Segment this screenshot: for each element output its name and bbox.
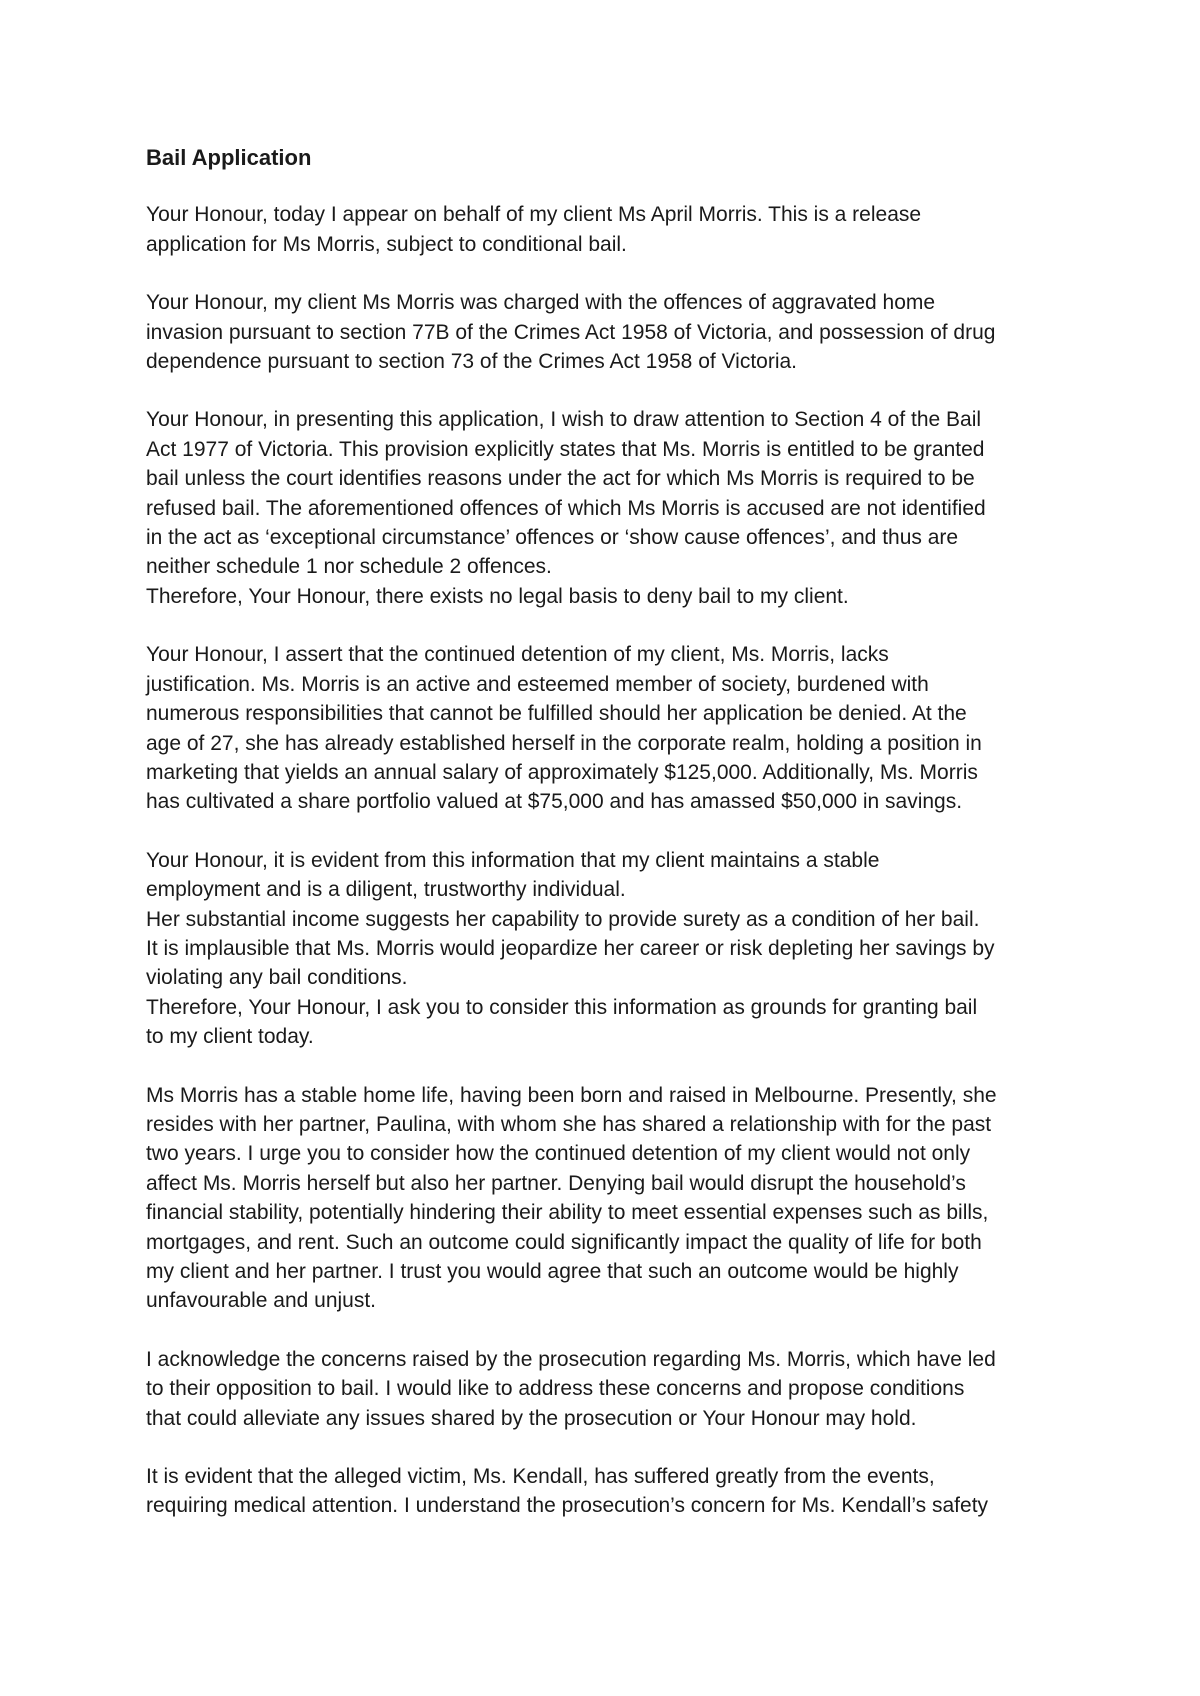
text-line: Your Honour, it is evident from this information that my client maintains a stable xyxy=(146,848,880,872)
text-line: employment and is a diligent, trustworthy individual. xyxy=(146,878,626,902)
text-line: two years. I urge you to consider how the continued detention of my client would not only xyxy=(146,1142,971,1166)
paragraph-concerns xyxy=(146,1345,1066,1433)
text-line: age of 27, she has already established herself in the corporate realm, holding a position in xyxy=(146,731,982,755)
text-line: Your Honour, I assert that the continued detention of my client, Ms. Morris, lacks xyxy=(146,643,889,667)
text-line: neither schedule 1 nor schedule 2 offences. xyxy=(146,555,552,579)
document-page xyxy=(146,143,1066,1550)
text-line: violating any bail conditions. xyxy=(146,966,408,990)
text-line: financial stability, potentially hindering their ability to meet essential expenses such as bills, xyxy=(146,1201,989,1225)
text-line: Her substantial income suggests her capability to provide surety as a condition of her bail. xyxy=(146,907,980,931)
paragraph-intro xyxy=(146,200,1066,259)
text-line: to their opposition to bail. I would like to address these concerns and propose conditions xyxy=(146,1377,965,1401)
text-line: refused bail. The aforementioned offences of which Ms Morris is accused are not identified xyxy=(146,496,986,520)
text-line: I acknowledge the concerns raised by the prosecution regarding Ms. Morris, which have led xyxy=(146,1347,996,1371)
text-line: Your Honour, my client Ms Morris was charged with the offences of aggravated home xyxy=(146,291,936,315)
text-line: dependence pursuant to section 73 of the Crimes Act 1958 of Victoria. xyxy=(146,350,798,374)
text-line: Ms Morris has a stable home life, having been born and raised in Melbourne. Presently, she xyxy=(146,1083,997,1107)
text-line: justification. Ms. Morris is an active and esteemed member of society, burdened with xyxy=(146,672,929,696)
document-title: Bail Application xyxy=(146,145,312,170)
text-line: unfavourable and unjust. xyxy=(146,1289,377,1313)
text-line: application for Ms Morris, subject to conditional bail. xyxy=(146,232,627,256)
text-line: Your Honour, in presenting this application, I wish to draw attention to Section 4 of the Bail xyxy=(146,408,982,432)
paragraph-victim xyxy=(146,1462,1066,1521)
text-line: Therefore, Your Honour, I ask you to consider this information as grounds for granting bail xyxy=(146,995,978,1019)
paragraph-bail-act xyxy=(146,405,1066,611)
text-line: that could alleviate any issues shared by the prosecution or Your Honour may hold. xyxy=(146,1406,917,1430)
paragraph-home-life xyxy=(146,1081,1066,1316)
text-line: to my client today. xyxy=(146,1025,314,1049)
text-line: in the act as ‘exceptional circumstance’ offences or ‘show cause offences’, and thus are xyxy=(146,526,959,550)
paragraph-justification xyxy=(146,640,1066,816)
paragraph-employment xyxy=(146,846,1066,1052)
text-line: Act 1977 of Victoria. This provision explicitly states that Ms. Morris is entitled to be granted xyxy=(146,437,985,461)
text-line: affect Ms. Morris herself but also her partner. Denying bail would disrupt the household’s xyxy=(146,1171,966,1195)
text-line: Your Honour, today I appear on behalf of my client Ms April Morris. This is a release xyxy=(146,203,922,227)
text-line: mortgages, and rent. Such an outcome could significantly impact the quality of life for both xyxy=(146,1230,982,1254)
text-line: has cultivated a share portfolio valued at $75,000 and has amassed $50,000 in savings. xyxy=(146,790,963,814)
text-line: invasion pursuant to section 77B of the Crimes Act 1958 of Victoria, and possession of drug xyxy=(146,320,996,344)
text-line: It is implausible that Ms. Morris would jeopardize her career or risk depleting her savings by xyxy=(146,936,995,960)
text-line: bail unless the court identifies reasons under the act for which Ms Morris is required to be xyxy=(146,467,975,491)
text-line: my client and her partner. I trust you would agree that such an outcome would be highly xyxy=(146,1260,959,1283)
text-line: resides with her partner, Paulina, with whom she has shared a relationship with for the past xyxy=(146,1112,992,1136)
text-line: numerous responsibilities that cannot be fulfilled should her application be denied. At the xyxy=(146,702,967,726)
text-line: It is evident that the alleged victim, Ms. Kendall, has suffered greatly from the events, xyxy=(146,1465,935,1489)
paragraph-charges xyxy=(146,288,1066,376)
text-line: Therefore, Your Honour, there exists no legal basis to deny bail to my client. xyxy=(146,584,849,608)
text-line: marketing that yields an annual salary of approximately $125,000. Additionally, Ms. Morris xyxy=(146,760,978,784)
text-line: requiring medical attention. I understand the prosecution’s concern for Ms. Kendall’s safety xyxy=(146,1494,989,1518)
